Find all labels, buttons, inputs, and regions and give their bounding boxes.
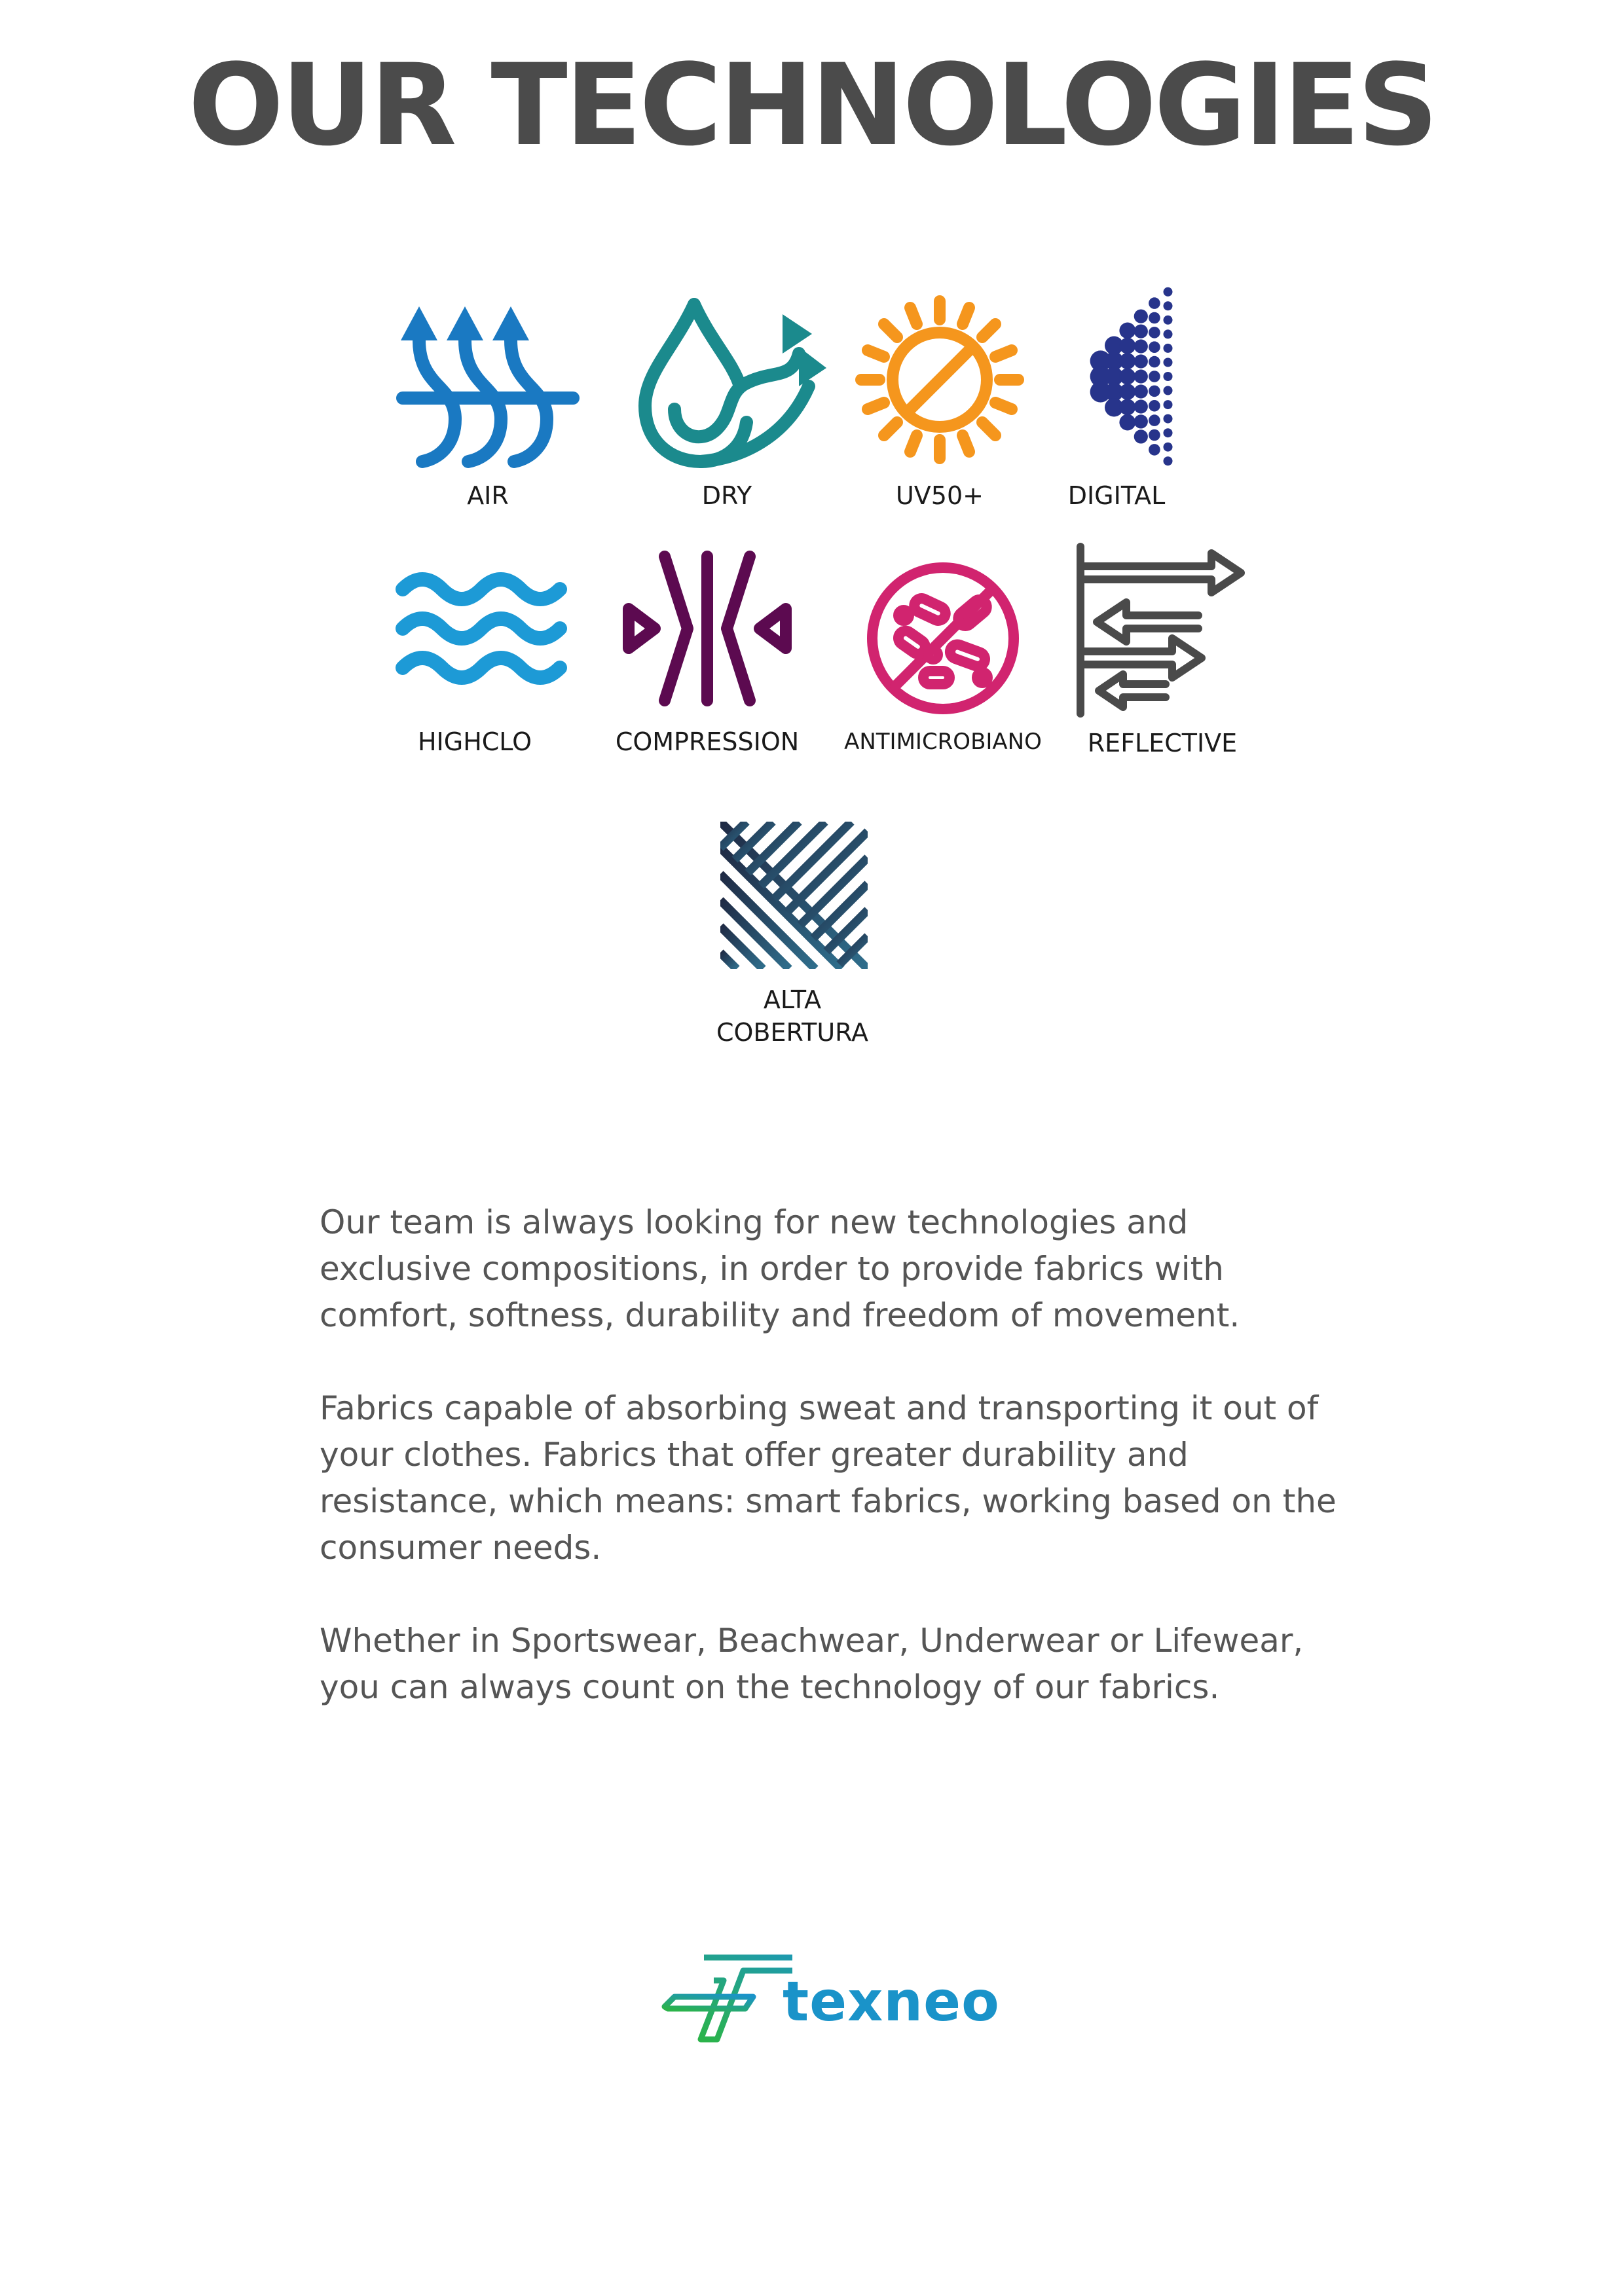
tech-digital (1061, 282, 1198, 517)
tech-alta-cobertura (694, 818, 891, 1054)
waves-icon (393, 563, 570, 694)
tech-antimicrobiano (832, 563, 1054, 766)
tech-label-antimicrobiano: ANTIMICROBIANO (844, 729, 1042, 755)
tech-label-cobertura: COBERTURA (716, 1018, 869, 1047)
arrows-reflect-icon (1067, 537, 1257, 720)
page-title: OUR TECHNOLOGIES (188, 39, 1436, 171)
brand-name: texneo (783, 1969, 1000, 2033)
tech-label-alta: ALTA (763, 985, 822, 1014)
dotted-globe-icon (1061, 282, 1198, 471)
paragraph-usage: Whether in Sportswear, Beachwear, Underwear or Lifewear, you can always count on the technology of our fabrics. (320, 1622, 1304, 1706)
paragraph-fabrics: Fabrics capable of absorbing sweat and transporting it out of your clothes. Fabrics that offer greater durability and resistance, which means: smart fabrics, working based on the consumer needs. (320, 1389, 1337, 1567)
tech-label-digital: DIGITAL (1067, 481, 1166, 510)
tech-label-reflective: REFLECTIVE (1087, 729, 1238, 757)
sun-blocked-icon (851, 288, 1028, 465)
water-drop-arrow-icon (635, 295, 832, 471)
tech-highclo (393, 563, 570, 766)
tech-label-highclo: HIGHCLO (417, 727, 532, 756)
air-arrows-icon (393, 301, 583, 471)
brand-logo (661, 1951, 1000, 2056)
tech-label-air: AIR (467, 481, 509, 510)
paragraph-intro: Our team is always looking for new technologies and exclusive compositions, in order to provide fabrics with comfort, softness, durability and freedom of movement. (320, 1203, 1240, 1334)
tech-air (393, 301, 583, 517)
tech-label-uv50: UV50+ (895, 481, 984, 510)
tech-compression (609, 543, 805, 766)
tech-reflective (1067, 537, 1257, 766)
bacteria-blocked-icon (832, 563, 1054, 720)
tech-label-dry: DRY (701, 481, 752, 510)
tech-uv50 (851, 288, 1028, 517)
texneo-mark-icon (661, 1951, 792, 2056)
tech-label-compression: COMPRESSION (615, 727, 800, 756)
tech-dry (635, 295, 832, 517)
compression-icon (609, 543, 805, 714)
diagonal-stripes-icon (694, 818, 891, 975)
